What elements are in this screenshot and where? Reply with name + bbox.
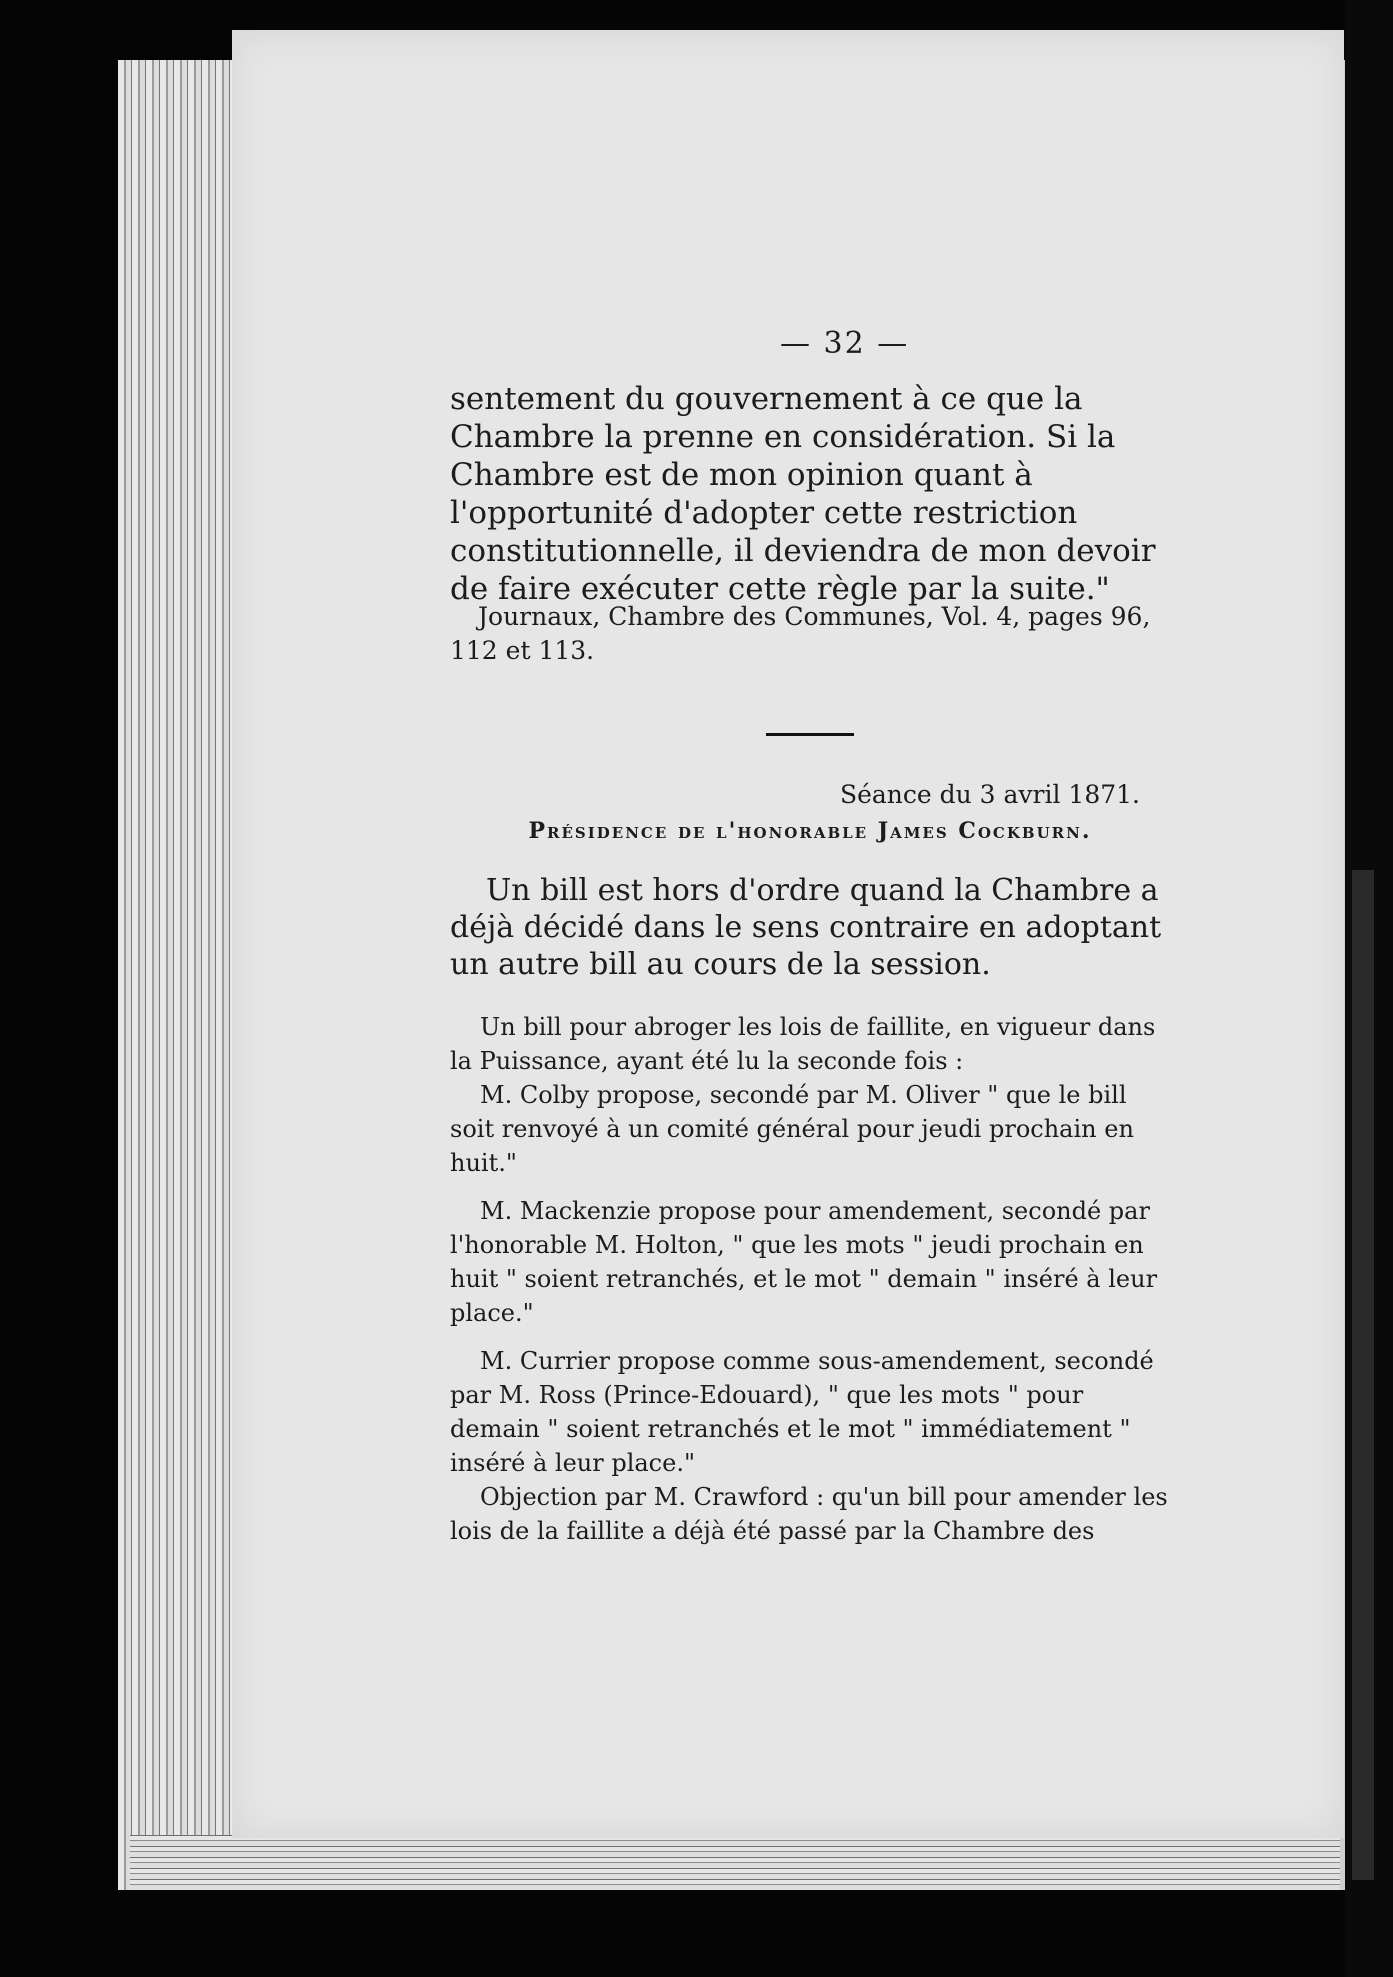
paragraph: M. Colby propose, secondé par M. Oliver " que le bill soit renvoyé à un comité général pour jeudi prochain en huit.": [450, 1081, 1134, 1177]
continuation-paragraph: [450, 380, 1170, 608]
page-edges: [118, 60, 238, 1890]
paragraph: M. Currier propose comme sous-amendement, secondé par M. Ross (Prince-Edouard), " que les mots " pour demain " soient retranchés et le mot " immédiatement " inséré à leur place.": [450, 1347, 1154, 1477]
rule-statement: Un bill est hors d'ordre quand la Chambre a déjà décidé dans le sens contraire en adoptant un autre bill au cours de la session.: [450, 873, 1162, 982]
paragraph: Objection par M. Crawford : qu'un bill pour amender les lois de la faillite a déjà été passé par la Chambre des: [450, 1483, 1168, 1545]
seance-date: Séance du 3 avril 1871.: [839, 780, 1140, 809]
presidence-heading: Présidence de l'honorable James Cockburn.: [528, 818, 1092, 844]
body-paragraphs: [450, 1010, 1170, 1548]
page-number: — 32 —: [780, 326, 910, 361]
page-bottom-edges: [130, 1835, 1340, 1890]
continuation-text: sentement du gouvernement à ce que la Chambre la prenne en considération. Si la Chambre est de mon opinion quant à l'opportunité d'adopter cette restriction constitutionnelle, il deviendra de mon devoir de faire exécuter cette règle par la suite.": [450, 381, 1156, 607]
right-leaf: [1352, 870, 1374, 1880]
rule-statement-block: [450, 872, 1170, 983]
paragraph: M. Mackenzie propose pour amendement, secondé par l'honorable M. Holton, " que les mots " jeudi prochain en huit " soient retranchés, et le mot " demain " inséré à leur place.": [450, 1197, 1158, 1327]
paragraph: Un bill pour abroger les lois de faillite, en vigueur dans la Puissance, ayant été lu la seconde fois :: [450, 1013, 1156, 1075]
section-divider: [766, 733, 854, 736]
citation: Journaux, Chambre des Communes, Vol. 4, pages 96, 112 et 113.: [450, 602, 1151, 665]
